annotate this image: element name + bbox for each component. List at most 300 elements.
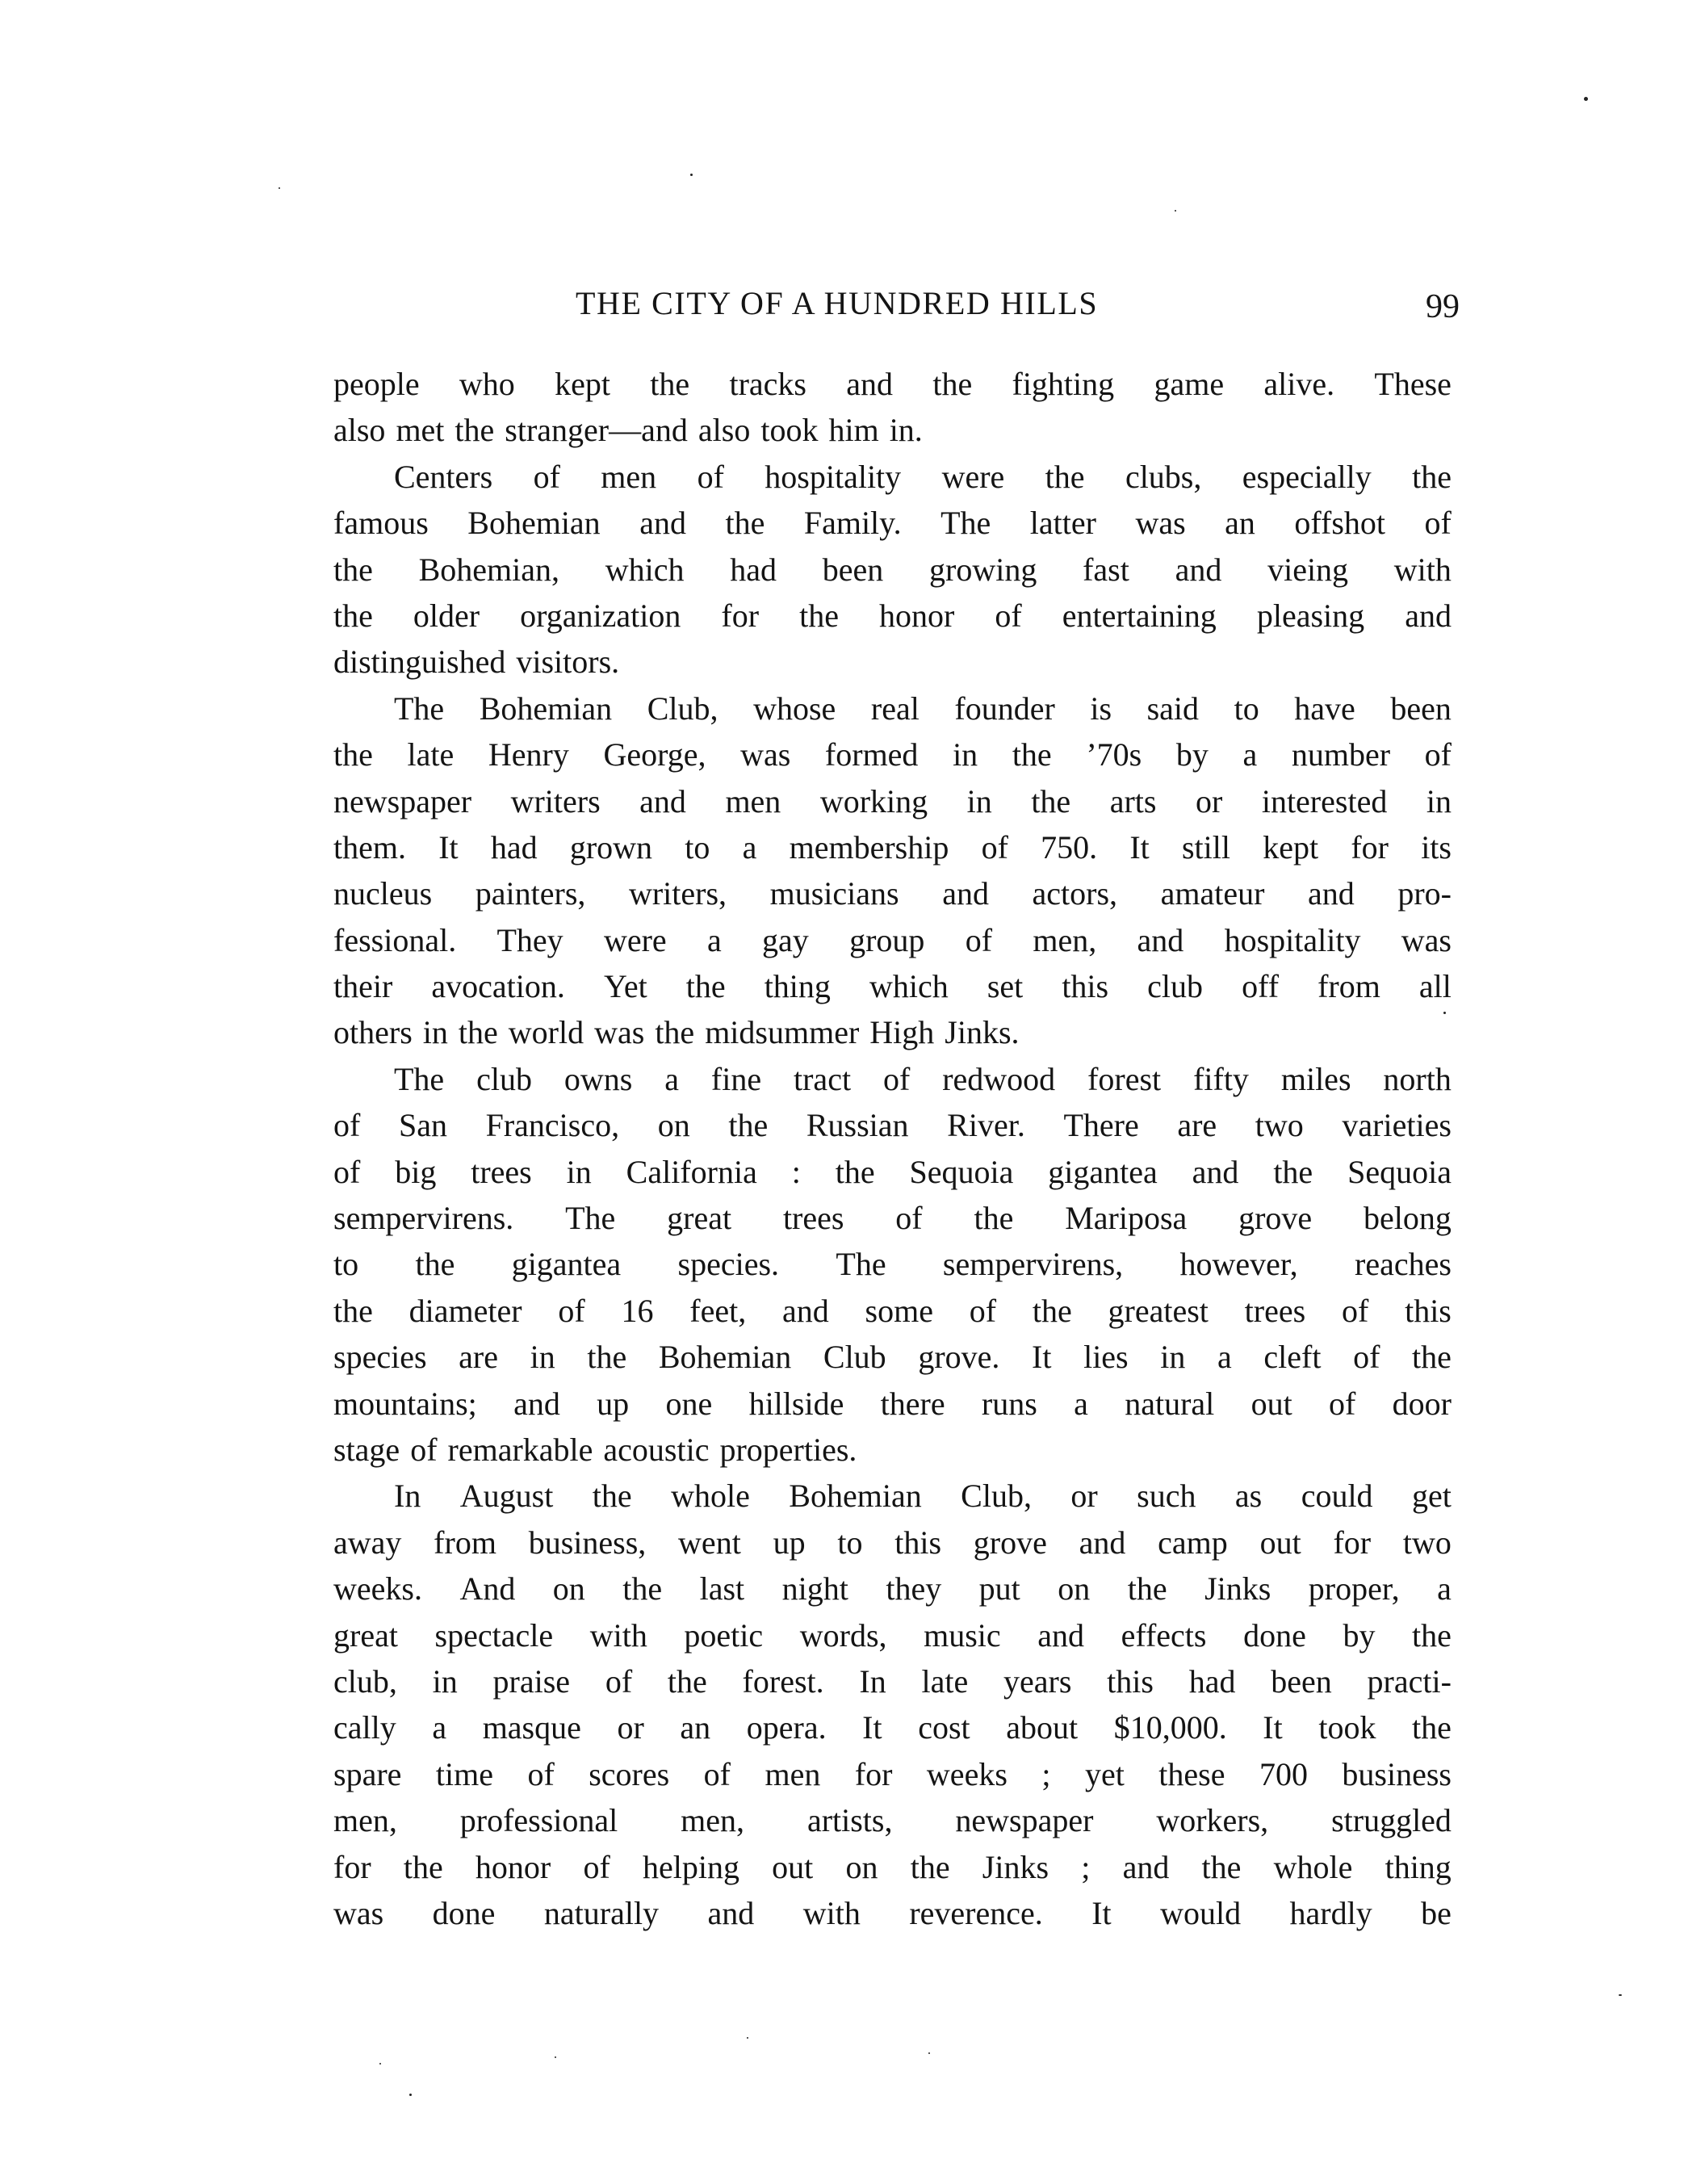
word: the (1127, 1570, 1167, 1608)
word: writers (510, 782, 601, 820)
word: miles (1280, 1060, 1351, 1097)
word: belong (1364, 1200, 1452, 1237)
word: are (1177, 1107, 1217, 1144)
word: Club, (961, 1478, 1032, 1515)
word: had (730, 551, 777, 588)
word: cally (333, 1709, 396, 1746)
word: lies (1083, 1339, 1129, 1376)
word: honor (475, 1848, 551, 1885)
word: trees (1244, 1292, 1306, 1329)
text-line (333, 1704, 1452, 1750)
word: the (1412, 458, 1452, 495)
word: night (781, 1570, 848, 1608)
word: business, (528, 1524, 647, 1561)
word: in (966, 782, 992, 820)
word: to (685, 828, 710, 866)
text-line (333, 731, 1452, 778)
word: door (1392, 1385, 1452, 1422)
word: membership (789, 828, 949, 866)
word: world (508, 1014, 584, 1051)
word: for (1333, 1524, 1372, 1561)
word: big (395, 1153, 437, 1190)
word: men (725, 782, 781, 820)
word: In (859, 1662, 886, 1700)
word: on (1058, 1570, 1091, 1608)
word: the (974, 1200, 1014, 1237)
word: practi- (1367, 1662, 1452, 1700)
word: helping (642, 1848, 739, 1885)
word: the (1045, 458, 1085, 495)
word: hospitality (1224, 921, 1361, 958)
word: up (597, 1385, 630, 1422)
word: on (552, 1570, 585, 1608)
word: hospitality (765, 458, 902, 495)
word: of (410, 1431, 438, 1468)
word: the (799, 597, 839, 634)
word: whole (1273, 1848, 1353, 1885)
text-line (333, 1381, 1452, 1427)
word: thing (764, 968, 831, 1005)
word: There (1063, 1107, 1139, 1144)
word: and (1079, 1524, 1126, 1561)
word: The (836, 1246, 886, 1283)
word: and (639, 782, 686, 820)
word: club (1147, 968, 1204, 1005)
word: grove. (918, 1339, 1000, 1376)
text-line (333, 593, 1452, 639)
word: the (458, 1014, 498, 1051)
word: and (1137, 921, 1184, 958)
word: or (617, 1709, 644, 1746)
word: sempervirens. (333, 1200, 514, 1237)
word: of (527, 1755, 555, 1792)
word: Centers (394, 458, 493, 495)
word: them. (333, 828, 406, 866)
word: pleasing (1256, 597, 1365, 634)
word: of (882, 1060, 911, 1097)
word: owns (563, 1060, 633, 1097)
word: praise (492, 1662, 571, 1700)
word: great (333, 1616, 398, 1654)
word: the (333, 551, 373, 588)
word: Henry (488, 736, 569, 773)
word: High (869, 1014, 935, 1051)
word: a (1437, 1570, 1452, 1608)
word: professional (459, 1802, 618, 1839)
word: forest (1087, 1060, 1162, 1097)
word: and (846, 366, 894, 402)
word: years (1003, 1662, 1072, 1700)
word: the (932, 366, 973, 402)
word: Mariposa (1065, 1200, 1188, 1237)
word: Jinks (1204, 1570, 1271, 1608)
text-line (333, 1658, 1452, 1704)
word: trees (471, 1153, 532, 1190)
word: of (981, 828, 1008, 866)
word: fine (710, 1060, 762, 1097)
word: reverence. (909, 1894, 1043, 1931)
word: with (589, 1616, 647, 1654)
word: It (1091, 1894, 1112, 1931)
word: sempervirens, (942, 1246, 1124, 1283)
word: mountains; (333, 1385, 477, 1422)
word: men, (1033, 921, 1097, 958)
word: however, (1179, 1246, 1298, 1283)
word: of (1424, 736, 1452, 773)
word: thing (1385, 1848, 1452, 1885)
word: away (333, 1524, 402, 1561)
word: whole (671, 1478, 750, 1515)
word: all (1418, 968, 1452, 1005)
scan-speck (1584, 97, 1588, 101)
word: the (1201, 1848, 1242, 1885)
text-line (333, 454, 1452, 500)
word: older (413, 597, 480, 634)
scan-speck (555, 2056, 556, 2058)
word: entertaining (1062, 597, 1217, 634)
word: stranger—and (505, 412, 688, 449)
word: of (1329, 1385, 1356, 1422)
text-line (333, 1195, 1452, 1241)
text-line (333, 1334, 1452, 1380)
word: club (476, 1060, 532, 1097)
word: spectacle (434, 1616, 554, 1654)
word: workers, (1156, 1802, 1269, 1839)
word: two (1255, 1107, 1304, 1144)
text-line (333, 1751, 1452, 1797)
word: Francisco, (485, 1107, 620, 1144)
word: of (697, 458, 724, 495)
word: of (703, 1755, 731, 1792)
word: the (910, 1848, 950, 1885)
word: redwood (942, 1060, 1056, 1097)
word: fast (1083, 551, 1129, 588)
text-line (333, 1427, 1452, 1473)
text-line (333, 778, 1452, 824)
word: men, (681, 1802, 745, 1839)
text-line (333, 1149, 1452, 1195)
word: and (1175, 551, 1222, 588)
word: an (1225, 505, 1255, 542)
word: also (698, 412, 751, 449)
word: George, (603, 736, 706, 773)
word: in (530, 1339, 555, 1376)
word: It (1263, 1709, 1283, 1746)
word: diameter (408, 1292, 522, 1329)
word: of (605, 1662, 633, 1700)
scan-speck (1175, 210, 1176, 212)
word: alive. (1263, 366, 1335, 402)
scan-speck (928, 2052, 930, 2054)
word: It (438, 828, 459, 866)
word: organization (520, 597, 681, 634)
word: said (1146, 690, 1200, 727)
scan-speck (409, 2094, 412, 2096)
word: group (849, 921, 925, 958)
word: Bohemian (479, 690, 613, 727)
word: to (1234, 690, 1259, 727)
word: scores (589, 1755, 670, 1792)
word: honor (879, 597, 955, 634)
word: with (1393, 551, 1452, 588)
word: and (513, 1385, 560, 1422)
word: they (886, 1570, 942, 1608)
word: been (1390, 690, 1452, 727)
word: the (728, 1107, 769, 1144)
word: and (707, 1894, 755, 1931)
word: in (1426, 782, 1452, 820)
word: Jinks. (945, 1014, 1020, 1051)
text-line (333, 963, 1452, 1009)
word: was (594, 1014, 645, 1051)
word: fighting (1012, 366, 1115, 402)
word: the (455, 412, 495, 449)
scan-speck (1619, 1994, 1622, 1996)
word: $10,000. (1113, 1709, 1227, 1746)
word: spare (333, 1755, 402, 1792)
word: opera. (746, 1709, 827, 1746)
word: In (394, 1478, 421, 1515)
word: species. (677, 1246, 780, 1283)
word: It (1032, 1339, 1052, 1376)
word: distinguished (333, 643, 506, 681)
word: the (1412, 1709, 1452, 1746)
word: the (1012, 736, 1052, 773)
word: properties. (719, 1431, 857, 1468)
word: stage (333, 1431, 400, 1468)
word: of (965, 921, 993, 958)
word: set (987, 968, 1024, 1005)
word: by (1343, 1616, 1376, 1654)
word: such (1137, 1478, 1196, 1515)
word: the (835, 1153, 875, 1190)
word: especially (1242, 458, 1372, 495)
word: trees (782, 1200, 844, 1237)
text-line (333, 1520, 1452, 1566)
word: its (1421, 828, 1452, 866)
word: one (665, 1385, 713, 1422)
word: tracks (729, 366, 806, 402)
word: San (398, 1107, 447, 1144)
word: was (333, 1894, 384, 1931)
word: and (1122, 1848, 1170, 1885)
word: done (432, 1894, 496, 1931)
word: is (1090, 690, 1112, 727)
word: growing (929, 551, 1037, 588)
word: late (407, 736, 455, 773)
word: Bohemian (789, 1478, 922, 1515)
word: newspaper (955, 1802, 1094, 1839)
word: August (459, 1478, 554, 1515)
text-line (333, 1473, 1452, 1519)
word: which (605, 551, 685, 588)
word: are (459, 1339, 498, 1376)
text-line (333, 1102, 1452, 1148)
word: pro- (1397, 875, 1452, 912)
text-line (333, 1844, 1452, 1890)
word: went (678, 1524, 741, 1561)
word: the (1031, 782, 1071, 820)
word: in. (889, 412, 923, 449)
text-line (333, 824, 1452, 870)
word: Russian (806, 1107, 909, 1144)
word: cleft (1263, 1339, 1322, 1376)
word: a (432, 1709, 447, 1746)
word: the (725, 505, 765, 542)
word: the (1032, 1292, 1072, 1329)
word: the (667, 1662, 707, 1700)
word: reaches (1355, 1246, 1452, 1283)
word: 700 (1259, 1755, 1308, 1792)
word: yet (1084, 1755, 1125, 1792)
word: fessional. (333, 921, 457, 958)
word: It (1129, 828, 1150, 866)
word: business (1342, 1755, 1452, 1792)
word: It (862, 1709, 882, 1746)
word: were (603, 921, 667, 958)
word: gigantea (511, 1246, 622, 1283)
word: hillside (748, 1385, 844, 1422)
word: this (894, 1524, 942, 1561)
word: offshot (1294, 505, 1386, 542)
word: of (333, 1107, 361, 1144)
word: Bohemian (658, 1339, 792, 1376)
word: the (655, 1014, 695, 1051)
word: actors, (1032, 875, 1118, 912)
word: masque (482, 1709, 581, 1746)
word: formed (824, 736, 919, 773)
word: The (394, 1060, 445, 1097)
word: acoustic (603, 1431, 710, 1468)
word: camp (1158, 1524, 1228, 1561)
word: forest. (742, 1662, 824, 1700)
word: These (1374, 366, 1452, 402)
word: to (837, 1524, 863, 1561)
word: of (1341, 1292, 1369, 1329)
word: working (819, 782, 928, 820)
word: of (969, 1292, 997, 1329)
word: a (1217, 1339, 1232, 1376)
word: artists, (806, 1802, 893, 1839)
word: clubs, (1125, 458, 1202, 495)
word: and (1037, 1616, 1085, 1654)
word: grove (1238, 1200, 1313, 1237)
word: of (1424, 505, 1452, 542)
word: Yet (603, 968, 647, 1005)
word: runs (981, 1385, 1037, 1422)
word: people (333, 366, 420, 402)
word: time (435, 1755, 493, 1792)
text-line (333, 1612, 1452, 1658)
word: River. (947, 1107, 1025, 1144)
word: of (333, 1153, 361, 1190)
word: number (1291, 736, 1391, 773)
word: would (1160, 1894, 1242, 1931)
word: the (1412, 1339, 1452, 1376)
word: nucleus (333, 875, 433, 912)
word: a (1074, 1385, 1088, 1422)
word: the (333, 736, 373, 773)
text-line (333, 870, 1452, 916)
word: gigantea (1048, 1153, 1158, 1190)
word: weeks (926, 1755, 1008, 1792)
word: Club, (647, 690, 718, 727)
word: get (1412, 1478, 1452, 1515)
word: the (592, 1478, 632, 1515)
word: who (459, 366, 515, 402)
word: painters, (475, 875, 586, 912)
word: for (333, 1848, 371, 1885)
text-line (333, 361, 1452, 407)
word: took (760, 412, 819, 449)
word: words, (799, 1616, 887, 1654)
word: an (680, 1709, 711, 1746)
word: men (601, 458, 657, 495)
word: out (772, 1848, 814, 1885)
word: or (1195, 782, 1223, 820)
word: in (1160, 1339, 1186, 1376)
scan-speck (379, 2063, 381, 2065)
word: and (1308, 875, 1355, 912)
text-line (333, 1009, 1452, 1055)
word: the (403, 1848, 443, 1885)
word: And (459, 1570, 516, 1608)
word: gay (762, 921, 809, 958)
word: up (773, 1524, 806, 1561)
word: done (1243, 1616, 1306, 1654)
word: a (742, 828, 757, 866)
word: of (583, 1848, 610, 1885)
text-line (333, 547, 1452, 593)
word: this (1405, 1292, 1452, 1329)
word: poetic (684, 1616, 764, 1654)
word: were (941, 458, 1005, 495)
word: Bohemian (467, 505, 601, 542)
word: : (791, 1153, 801, 1190)
text-line (333, 407, 1452, 453)
word: Family. (803, 505, 902, 542)
word: music (924, 1616, 1001, 1654)
word: remarkable (447, 1431, 593, 1468)
word: Sequoia (909, 1153, 1014, 1190)
word: in (953, 736, 978, 773)
word: a (664, 1060, 679, 1097)
word: of (558, 1292, 585, 1329)
word: They (496, 921, 563, 958)
scan-speck (690, 174, 693, 176)
word: was (1135, 505, 1186, 542)
word: been (1271, 1662, 1332, 1700)
word: varieties (1342, 1107, 1452, 1144)
word: feet, (689, 1292, 747, 1329)
word: the (685, 968, 726, 1005)
word: men (765, 1755, 821, 1792)
word: latter (1029, 505, 1096, 542)
word: took (1318, 1709, 1376, 1746)
word: avocation. (431, 968, 565, 1005)
word: cost (918, 1709, 970, 1746)
word: hardly (1289, 1894, 1372, 1931)
word: The (940, 505, 991, 542)
word: north (1383, 1060, 1452, 1097)
word: vieing (1267, 551, 1349, 588)
word: Sequoia (1347, 1153, 1452, 1190)
word: effects (1121, 1616, 1207, 1654)
word: these (1158, 1755, 1225, 1792)
word: still (1181, 828, 1231, 866)
word: writers, (628, 875, 727, 912)
word: tract (794, 1060, 852, 1097)
